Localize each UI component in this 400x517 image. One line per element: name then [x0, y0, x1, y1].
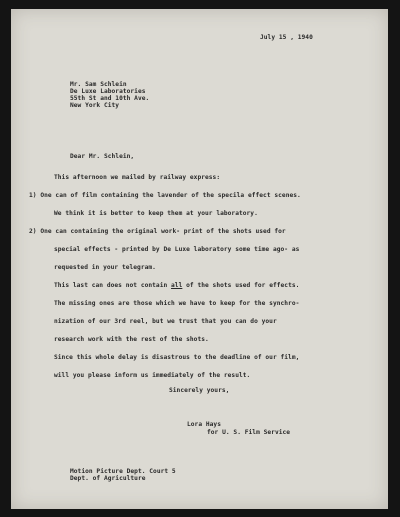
note-post: of the shots used for effects.	[182, 282, 300, 289]
body-line-4: Since this whole delay is disastrous to the deadline of our film,	[54, 354, 300, 361]
note-pre: This last can does not contain	[54, 282, 172, 289]
footer-block	[70, 468, 176, 482]
body-line-3: research work with the rest of the shots.	[54, 336, 209, 343]
note-underlined: all	[171, 282, 183, 289]
recipient-city: New York City	[70, 102, 120, 109]
list-item-1	[29, 192, 301, 199]
recipient-company: De Luxe Laboratories	[70, 88, 146, 95]
closing: Sincerely yours,	[169, 387, 230, 394]
list-item-1-cont	[54, 210, 258, 217]
recipient-address	[70, 81, 149, 109]
intro-line: This afternoon we mailed by railway express:	[54, 174, 221, 181]
signer-title: for U. S. Film Service	[207, 429, 291, 436]
body-line-1: The missing ones are those which we have to keep for the synchro-	[54, 300, 300, 307]
item-2-line-1: 2) One can containing the original work- print of the shots used for	[29, 228, 286, 235]
recipient-name: Mr. Sam Schlein	[70, 81, 127, 88]
item-2-line-3: requested in your telegram.	[54, 264, 156, 271]
body-line-5: will you please inform us immediately of the result.	[54, 372, 251, 379]
body-line-2: nization of our 3rd reel, but we trust that you can do your	[54, 318, 277, 325]
letter-date: July 15 , 1940	[260, 34, 313, 41]
footer-line-1: Motion Picture Dept. Court 5	[70, 468, 176, 475]
recipient-street: 55th St and 10th Ave.	[70, 95, 150, 102]
footer-line-2: Dept. of Agriculture	[70, 475, 146, 482]
letter-page	[11, 9, 388, 509]
body-paragraph	[54, 300, 299, 379]
list-item-2	[29, 228, 286, 235]
signer-name: Lora Hays	[187, 421, 221, 428]
salutation: Dear Mr. Schlein,	[70, 153, 135, 160]
item-2-line-2: special effects - printed by De Luxe laboratory some time ago- as	[54, 246, 300, 253]
list-item-2-cont	[54, 246, 299, 271]
item-1-line-1: 1) One can of film containing the lavender of the specila effect scenes.	[29, 192, 301, 199]
note-line	[54, 282, 299, 289]
item-1-line-2: We think it is better to keep them at your laboratory.	[54, 210, 258, 217]
